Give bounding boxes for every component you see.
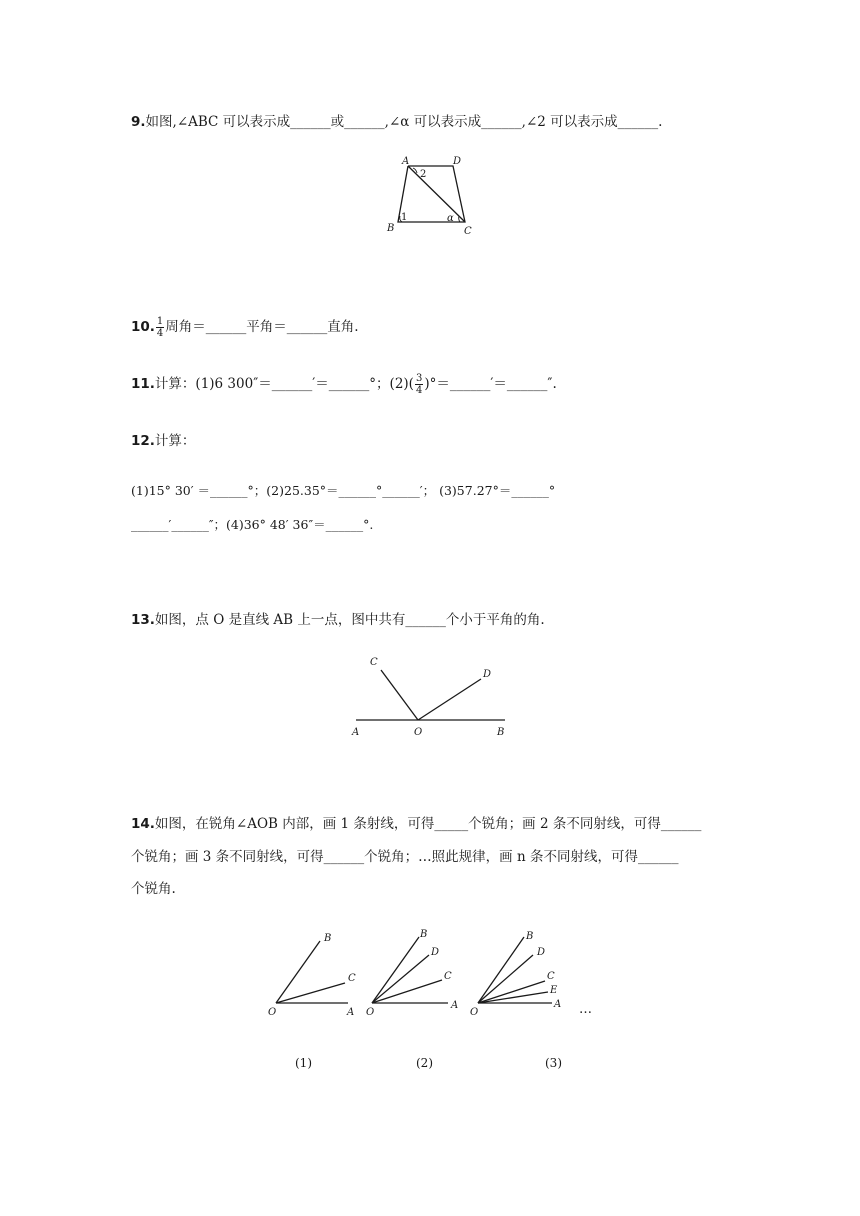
question-number: 11.	[131, 376, 155, 392]
fraction-three-quarters: $\frac{3}{4}$	[415, 373, 423, 396]
question-text-part-2: )°＝______′＝______″.	[424, 376, 557, 392]
vertex-label-d: D	[453, 156, 462, 167]
point-label-b: B	[497, 727, 505, 738]
question-10	[131, 316, 359, 339]
question-text-part-1: 计算：(1)6 300″＝______′＝______°；(2)(	[154, 376, 414, 392]
caption-figure-1: (1)	[295, 1056, 312, 1070]
question-number: 10.	[131, 319, 155, 335]
fig2-label-c: C	[444, 971, 452, 982]
question-14	[131, 815, 701, 833]
fig2-label-d: D	[431, 947, 440, 958]
caption-figure-3: (3)	[545, 1056, 562, 1070]
question-12-line-1: (1)15° 30′ ＝______°；(2)25.35°＝______°______′； (3)57.27°＝______°	[131, 483, 556, 498]
question-11	[131, 373, 557, 396]
fraction-one-quarter: $\frac{1}{4}$	[156, 316, 164, 339]
question-number: 13.	[131, 612, 155, 628]
angle-label-1: 1	[401, 212, 408, 223]
rays-figures	[262, 925, 607, 1025]
fig1-label-o: O	[268, 1007, 277, 1018]
question-13	[131, 611, 545, 629]
fig3-label-b: B	[526, 931, 534, 942]
point-label-o: O	[414, 727, 423, 738]
fig3-label-c: C	[547, 971, 555, 982]
question-12	[131, 432, 195, 450]
question-number: 12.	[131, 433, 155, 449]
fig1-label-b: B	[324, 933, 332, 944]
point-label-d: D	[483, 669, 492, 680]
question-14-line-2: 个锐角；画 3 条不同射线，可得______个锐角；…照此规律，画 n 条不同射线，可得______	[131, 849, 679, 865]
question-text: 如图，点 O 是直线 AB 上一点，图中共有______个小于平角的角.	[154, 612, 545, 628]
fig3-label-o: O	[470, 1007, 479, 1018]
angle-label-2: 2	[420, 169, 427, 180]
point-label-c: C	[370, 657, 378, 668]
question-14-line-3: 个锐角.	[131, 881, 176, 897]
vertex-label-b: B	[387, 223, 395, 234]
vertex-label-c: C	[464, 226, 472, 237]
fig3-label-e: E	[550, 985, 558, 996]
question-12-line-2: ______′______″；(4)36° 48′ 36″＝______°.	[131, 517, 374, 532]
question-number: 9.	[131, 114, 146, 130]
question-text-line-1: 如图，在锐角∠AOB 内部，画 1 条射线，可得_____个锐角；画 2 条不同射线，可得______	[154, 816, 702, 832]
straight-line-figure	[345, 650, 515, 742]
ellipsis: …	[579, 1002, 592, 1017]
caption-figure-2: (2)	[416, 1056, 433, 1070]
fig2-label-a: A	[451, 1000, 459, 1011]
point-label-a: A	[352, 727, 360, 738]
question-text: 如图,∠ABC 可以表示成______或______,∠α 可以表示成______,∠2 可以表示成______.	[145, 114, 663, 130]
fig1-label-a: A	[347, 1007, 355, 1018]
question-number: 14.	[131, 816, 155, 832]
fig3-label-a: A	[554, 999, 562, 1010]
fig3-label-d: D	[537, 947, 546, 958]
question-text: 周角＝______平角＝______直角.	[165, 319, 359, 335]
fig2-label-b: B	[420, 929, 428, 940]
fig1-label-c: C	[348, 973, 356, 984]
question-heading: 计算：	[154, 433, 196, 449]
question-9	[131, 113, 662, 131]
vertex-label-a: A	[402, 156, 410, 167]
fig2-label-o: O	[366, 1007, 375, 1018]
angle-label-alpha: α	[447, 213, 454, 224]
trapezoid-figure	[380, 152, 480, 240]
